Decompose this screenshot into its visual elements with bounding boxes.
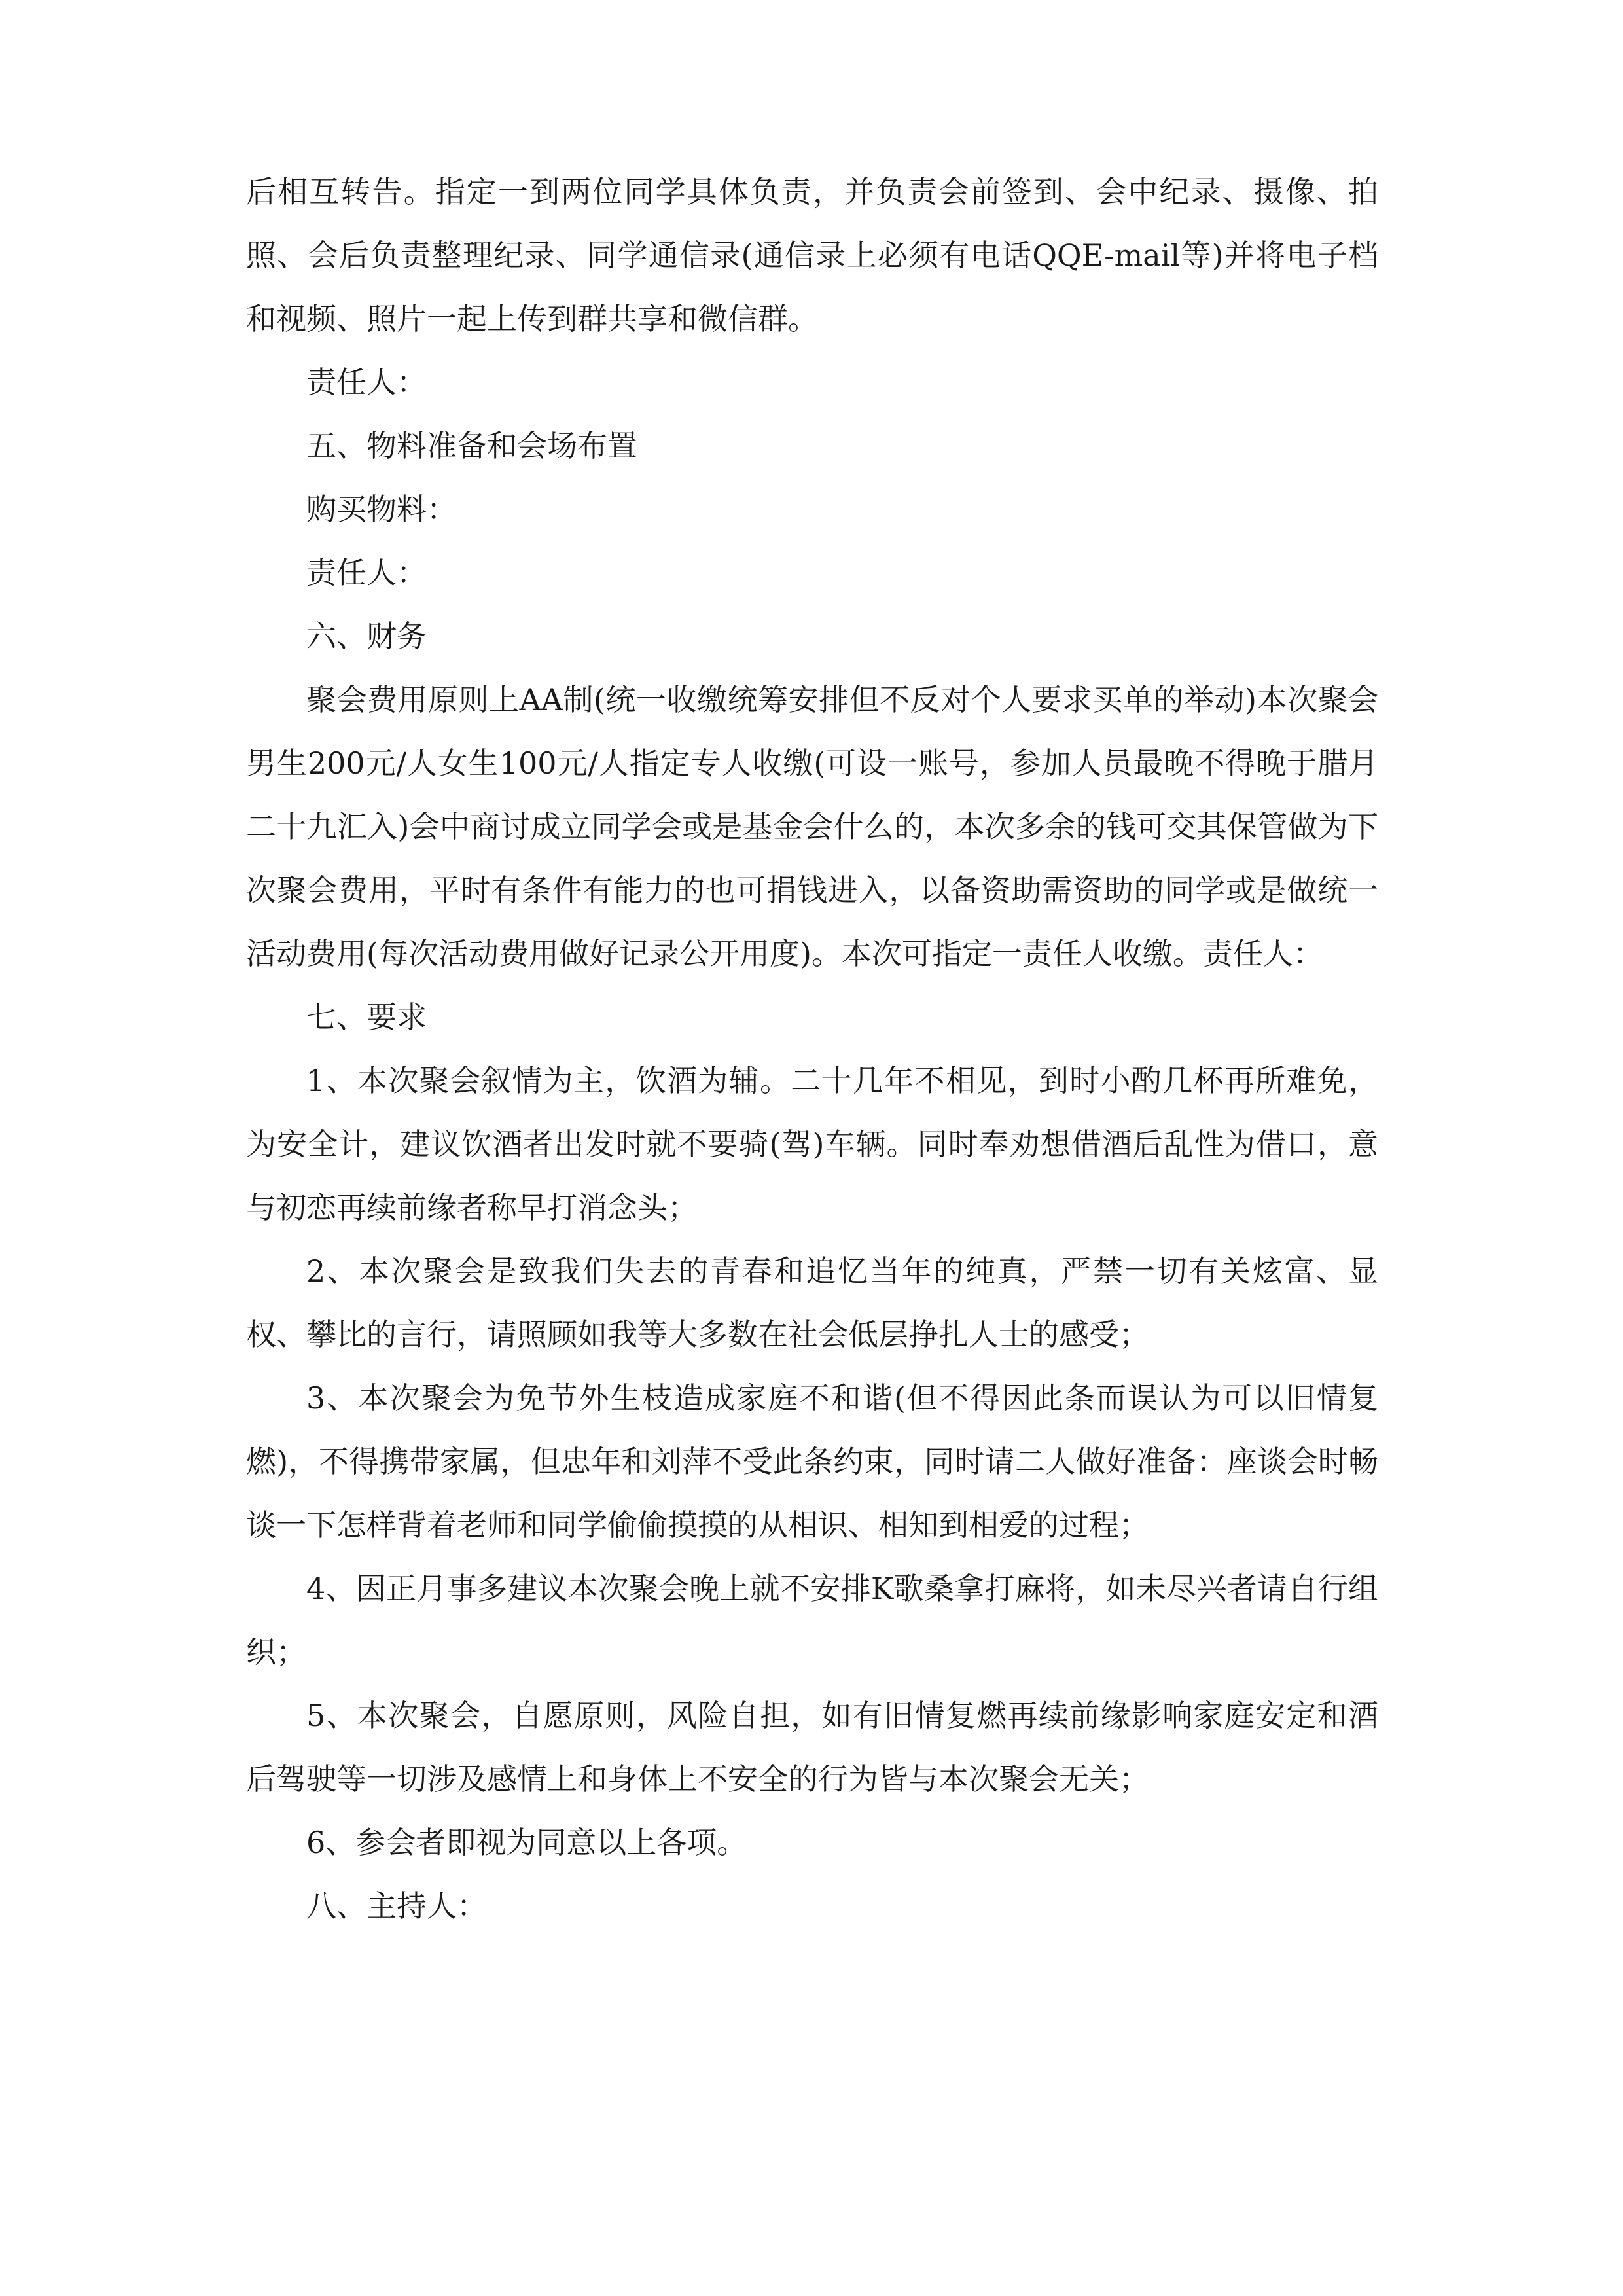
paragraph-responsible-person-2: 责任人： <box>306 555 427 590</box>
requirement-item-1: 1、本次聚会叙情为主，饮酒为辅。二十几年不相见，到时小酌几杯再所难免，为安全计，建议饮酒者出发时就不要骑(驾)车辆。同时奉劝想借酒后乱性为借口，意与初恋再续前缘者称早打消念头； <box>246 1063 1378 1225</box>
requirement-item-6: 6、参会者即视为同意以上各项。 <box>306 1825 747 1860</box>
paragraph-responsible-person-1: 责任人： <box>306 365 427 400</box>
requirement-item-3: 3、本次聚会为免节外生枝造成家庭不和谐(但不得因此条而误认为可以旧情复燃)，不得携带家属，但忠年和刘萍不受此条约束，同时请二人做好准备：座谈会时畅谈一下怎样背着老师和同学偷偷摸摸的从相识、相知到相爱的过程； <box>246 1380 1378 1543</box>
section-heading-finance: 六、财务 <box>306 619 427 654</box>
requirement-item-2: 2、本次聚会是致我们失去的青春和追忆当年的纯真，严禁一切有关炫富、显权、攀比的言行，请照顾如我等大多数在社会低层挣扎人士的感受； <box>246 1253 1378 1352</box>
section-heading-requirements: 七、要求 <box>306 999 427 1035</box>
paragraph-finance-details: 聚会费用原则上AA制(统一收缴统筹安排但不反对个人要求买单的举动)本次聚会男生200元/人女生100元/人指定专人收缴(可设一账号，参加人员最晚不得晚于腊月二十九汇入)会中商讨成立同学会或是基金会什么的，本次多余的钱可交其保管做为下次聚会费用，平时有条件有能力的也可捐钱进入，以备资助需资助的同学或是做统一活动费用(每次活动费用做好记录公开用度)。本次可指定一责任人收缴。责任人： <box>246 682 1378 971</box>
requirement-item-4: 4、因正月事多建议本次聚会晚上就不安排K歌桑拿打麻将，如未尽兴者请自行组织； <box>246 1571 1378 1670</box>
requirement-item-5: 5、本次聚会，自愿原则，风险自担，如有旧情复燃再续前缘影响家庭安定和酒后驾驶等一切涉及感情上和身体上不安全的行为皆与本次聚会无关； <box>246 1698 1378 1797</box>
section-heading-host: 八、主持人： <box>306 1888 487 1924</box>
paragraph-contact-duties: 后相互转告。指定一到两位同学具体负责，并负责会前签到、会中纪录、摄像、拍照、会后负责整理纪录、同学通信录(通信录上必须有电话QQE-mail等)并将电子档和视频、照片一起上传到群共享和微信群。 <box>246 174 1378 336</box>
paragraph-purchase-materials: 购买物料： <box>306 492 457 527</box>
document-body <box>246 160 1378 1938</box>
section-heading-materials: 五、物料准备和会场布置 <box>306 428 637 463</box>
